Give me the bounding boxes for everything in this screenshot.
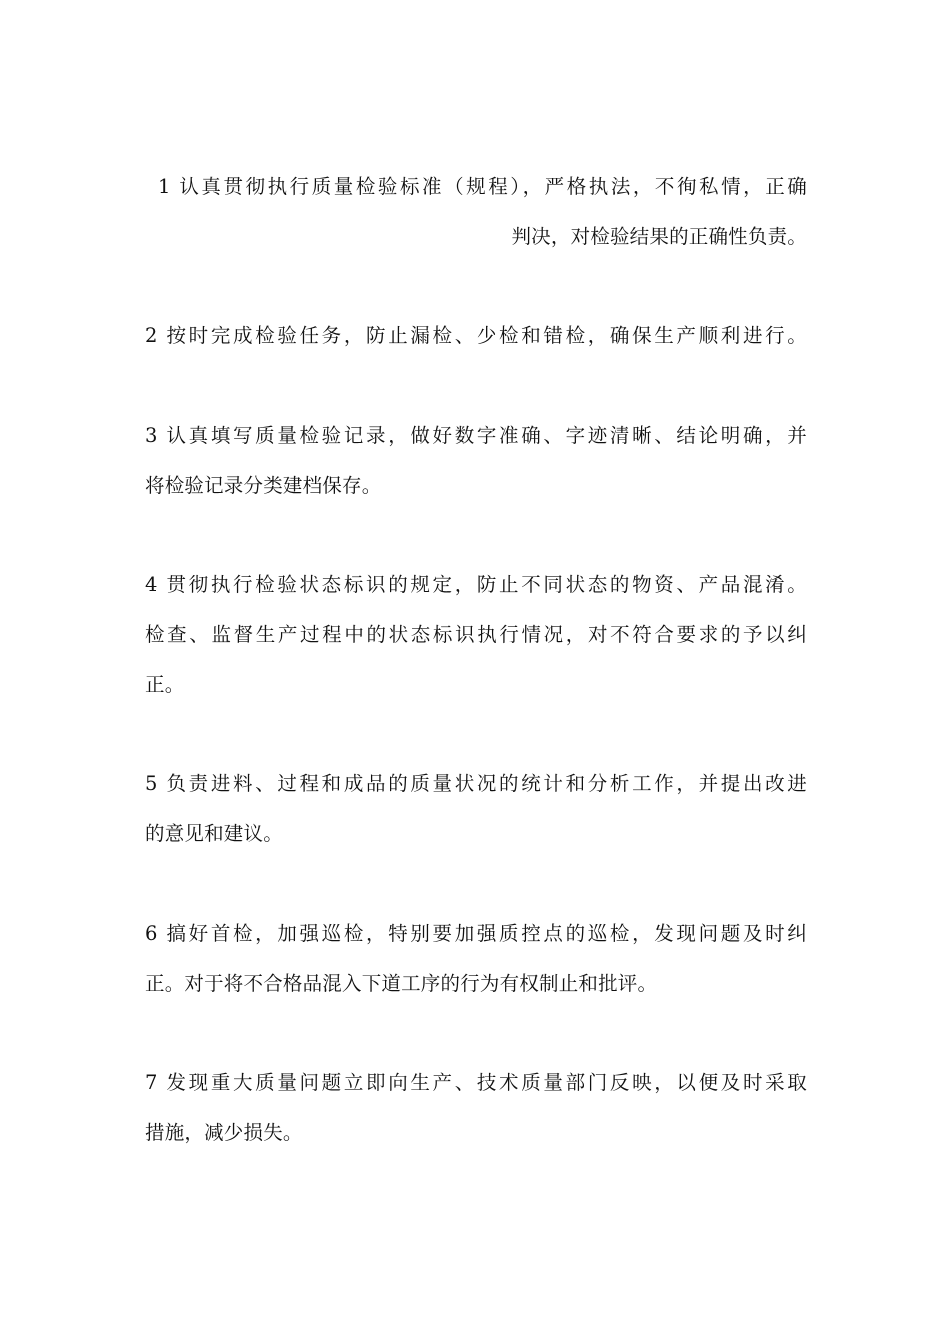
item-6-line-1: 6 搞好首检，加强巡检，特别要加强质控点的巡检，发现问题及时纠 xyxy=(145,922,807,945)
item-3-line-2: 将检验记录分类建档保存。 xyxy=(145,474,382,497)
item-1-line-1: 1 认真贯彻执行质量检验标准（规程），严格执法，不徇私情，正确 xyxy=(158,175,807,198)
item-3-line-1: 3 认真填写质量检验记录，做好数字准确、字迹清晰、结论明确，并 xyxy=(145,424,807,447)
item-4-line-2: 检查、监督生产过程中的状态标识执行情况，对不符合要求的予以纠 xyxy=(145,623,807,646)
item-7-line-2: 措施，减少损失。 xyxy=(145,1121,303,1144)
item-5-line-1: 5 负责进料、过程和成品的质量状况的统计和分析工作，并提出改进 xyxy=(145,772,807,795)
item-6-line-2: 正。对于将不合格品混入下道工序的行为有权制止和批评。 xyxy=(145,972,658,995)
item-7-line-1: 7 发现重大质量问题立即向生产、技术质量部门反映，以便及时采取 xyxy=(145,1071,807,1094)
item-4-line-3: 正。 xyxy=(145,673,185,696)
item-1-line-2: 判决，对检验结果的正确性负责。 xyxy=(511,225,807,248)
item-2-line-1: 2 按时完成检验任务，防止漏检、少检和错检，确保生产顺利进行。 xyxy=(145,324,807,347)
item-5-line-2: 的意见和建议。 xyxy=(145,822,283,845)
item-4-line-1: 4 贯彻执行检验状态标识的规定，防止不同状态的物资、产品混淆。 xyxy=(145,573,807,596)
